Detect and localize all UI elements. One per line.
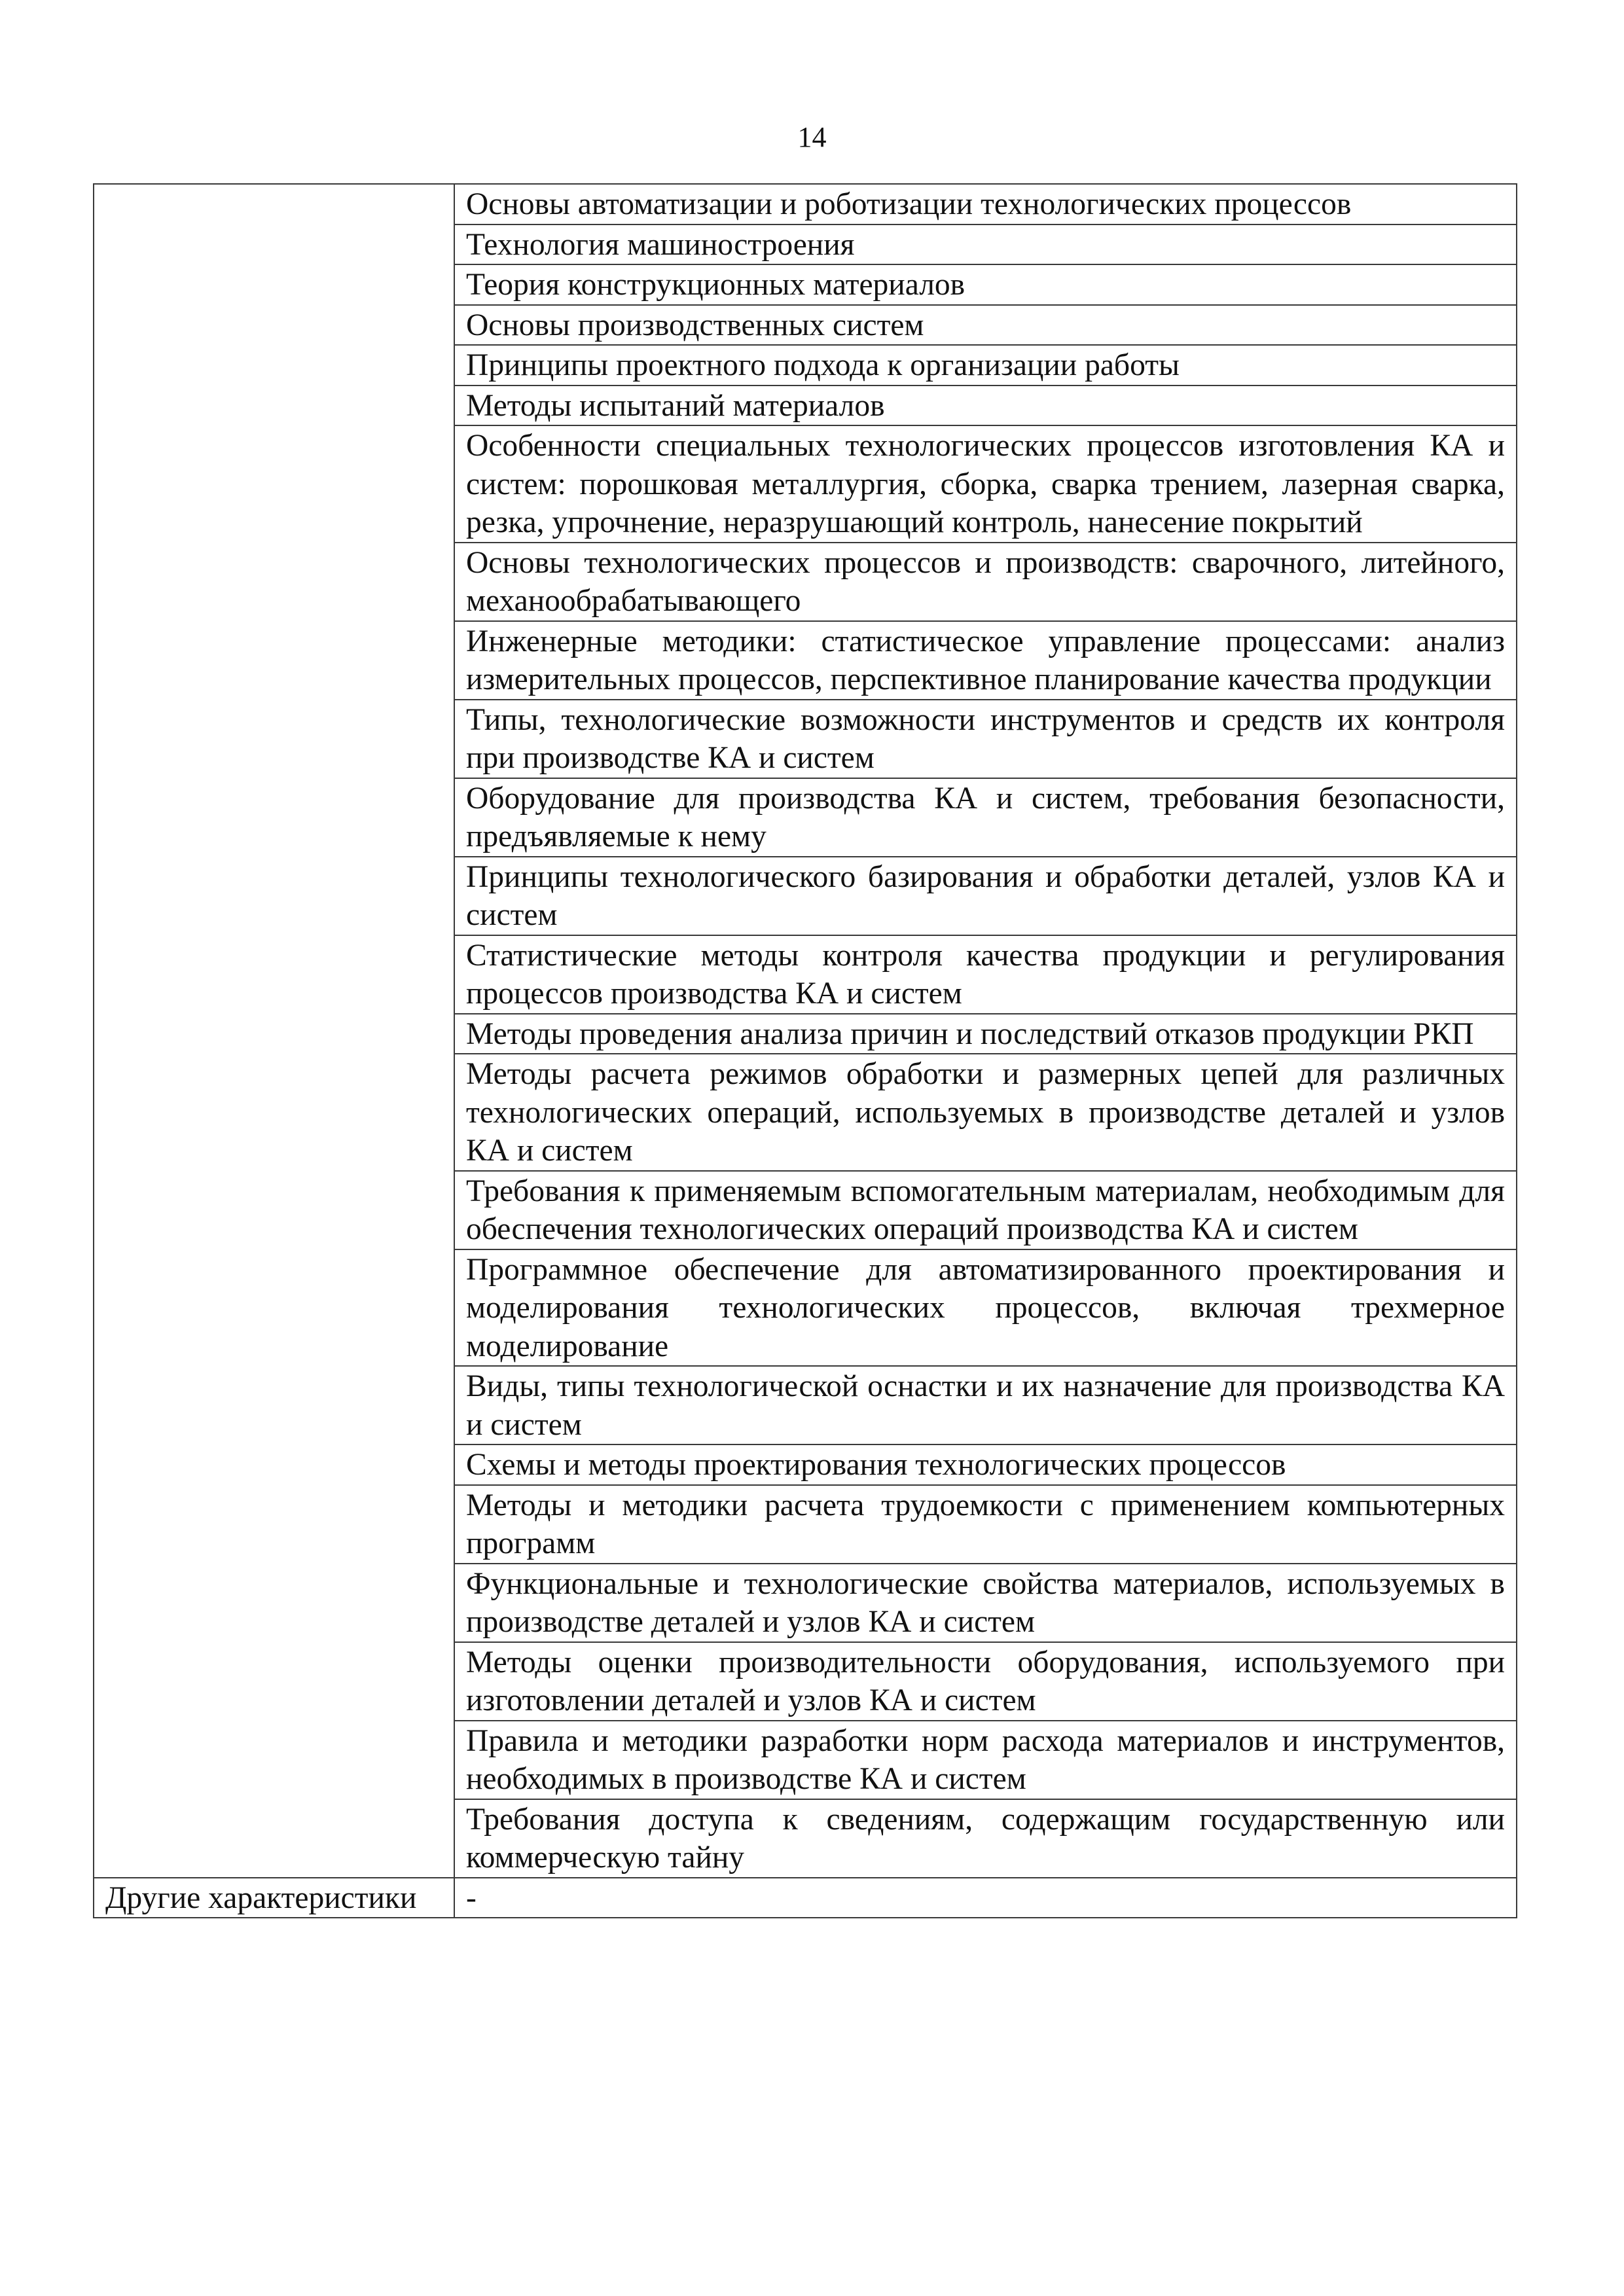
knowledge-item: Правила и методики разработки норм расхода материалов и инструментов, необходимых в производстве КА и систем	[454, 1721, 1517, 1799]
knowledge-item: Виды, типы технологической оснастки и их назначение для производства КА и систем	[454, 1366, 1517, 1444]
table-row	[94, 1878, 1517, 1918]
table-row	[94, 184, 1517, 224]
knowledge-item: Методы расчета режимов обработки и размерных цепей для различных технологических операций, используемых в производстве деталей и узлов КА и систем	[454, 1054, 1517, 1171]
knowledge-item: Функциональные и технологические свойства материалов, используемых в производстве деталей и узлов КА и систем	[454, 1564, 1517, 1642]
other-characteristics-value: -	[454, 1878, 1517, 1918]
knowledge-item: Схемы и методы проектирования технологических процессов	[454, 1444, 1517, 1485]
knowledge-item: Основы технологических процессов и производств: сварочного, литейного, механообрабатывающего	[454, 543, 1517, 621]
characteristics-table	[93, 183, 1517, 1918]
required-knowledge-label-cell	[94, 184, 454, 1878]
knowledge-item: Оборудование для производства КА и систем, требования безопасности, предъявляемые к нему	[454, 778, 1517, 857]
knowledge-item: Типы, технологические возможности инструментов и средств их контроля при производстве КА и систем	[454, 700, 1517, 778]
knowledge-item: Методы проведения анализа причин и последствий отказов продукции РКП	[454, 1014, 1517, 1054]
knowledge-item: Особенности специальных технологических процессов изготовления КА и систем: порошковая металлургия, сборка, сварка трением, лазерная сварка, резка, упрочнение, неразрушающий контроль, нанесение покрытий	[454, 425, 1517, 543]
knowledge-item: Инженерные методики: статистическое управление процессами: анализ измерительных процессов, перспективное планирование качества продукции	[454, 621, 1517, 700]
knowledge-item: Теория конструкционных материалов	[454, 264, 1517, 305]
other-characteristics-label: Другие характеристики	[94, 1878, 454, 1918]
knowledge-item: Статистические методы контроля качества продукции и регулирования процессов производства КА и систем	[454, 935, 1517, 1014]
knowledge-item: Основы производственных систем	[454, 305, 1517, 346]
knowledge-item: Основы автоматизации и роботизации технологических процессов	[454, 184, 1517, 224]
knowledge-item: Принципы проектного подхода к организации работы	[454, 345, 1517, 386]
knowledge-item: Принципы технологического базирования и обработки деталей, узлов КА и систем	[454, 857, 1517, 935]
knowledge-item: Методы испытаний материалов	[454, 386, 1517, 426]
page-number: 14	[797, 121, 827, 153]
knowledge-item: Методы и методики расчета трудоемкости с применением компьютерных программ	[454, 1485, 1517, 1564]
knowledge-item: Методы оценки производительности оборудования, используемого при изготовлении деталей и узлов КА и систем	[454, 1642, 1517, 1721]
knowledge-item: Программное обеспечение для автоматизированного проектирования и моделирования технологических процессов, включая трехмерное моделирование	[454, 1249, 1517, 1367]
knowledge-item: Требования к применяемым вспомогательным материалам, необходимым для обеспечения технологических операций производства КА и систем	[454, 1171, 1517, 1249]
knowledge-item: Технология машиностроения	[454, 224, 1517, 265]
knowledge-item: Требования доступа к сведениям, содержащим государственную или коммерческую тайну	[454, 1799, 1517, 1878]
